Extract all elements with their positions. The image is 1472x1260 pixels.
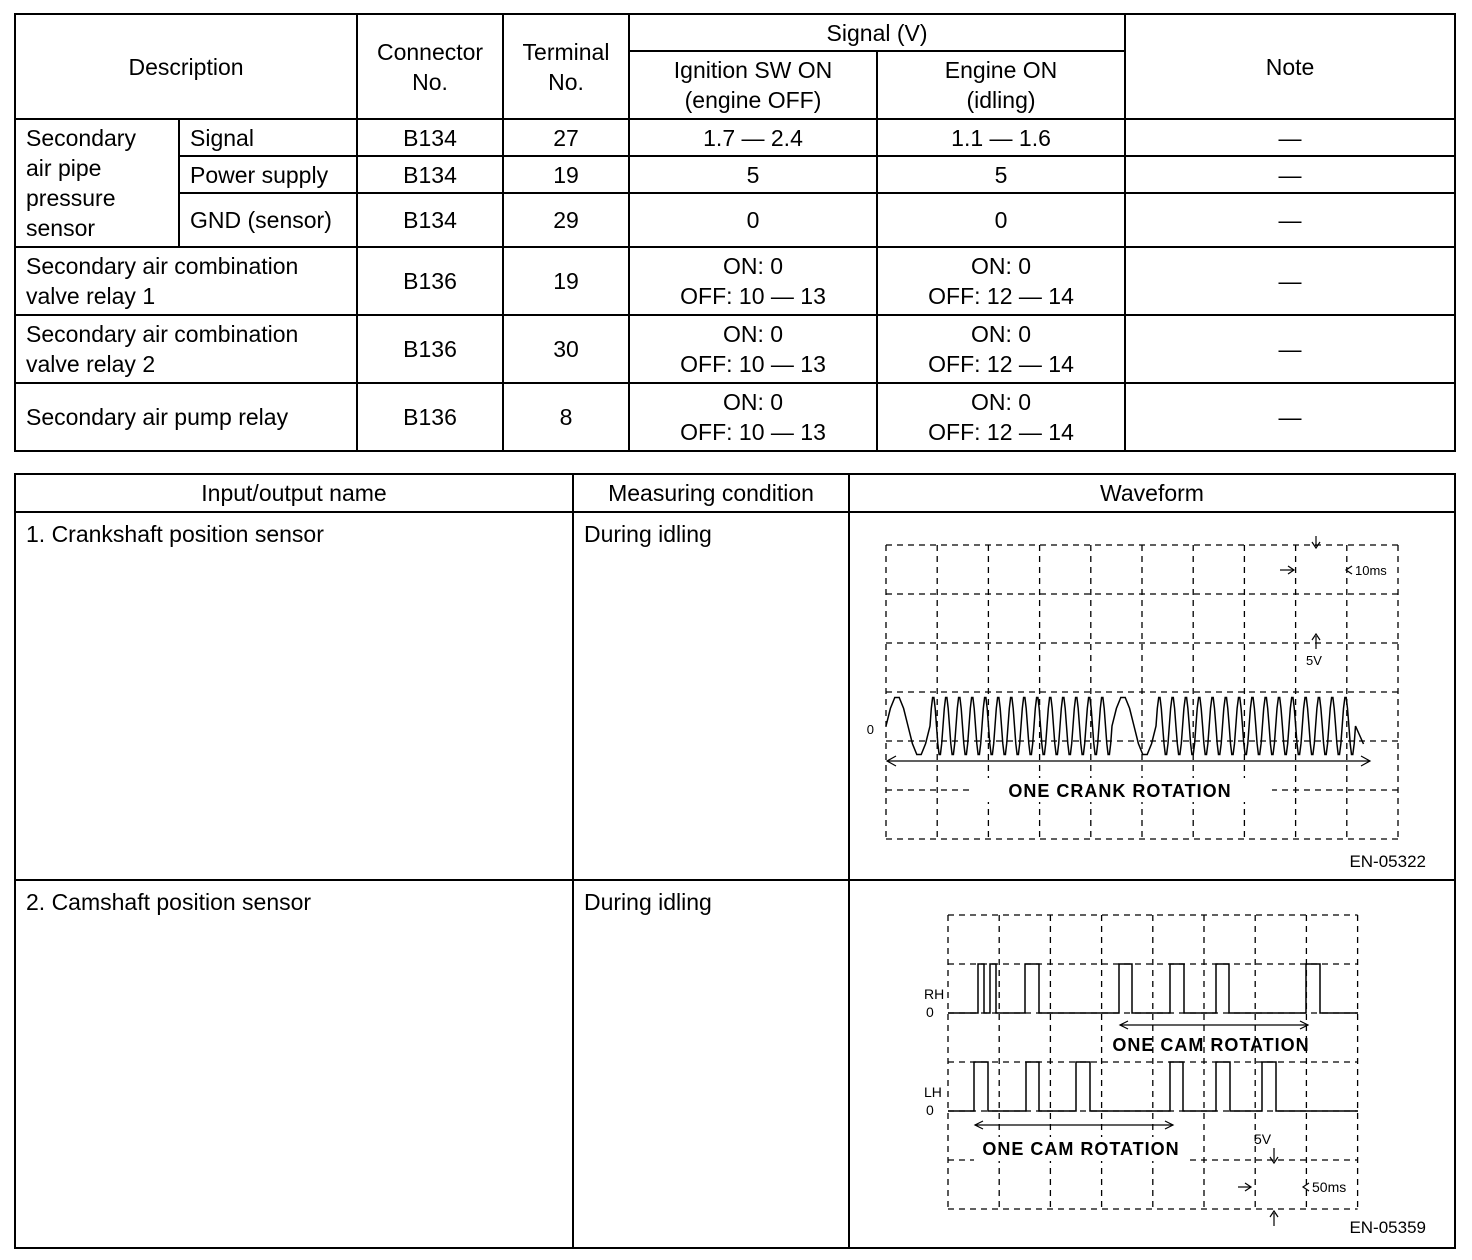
description-cell: Secondary air combination valve relay 1 [15,247,357,315]
crank-signal-trace [886,698,1364,755]
connector-cell: B136 [357,247,503,315]
engine-on-cell: 0 [877,193,1125,247]
engine-on-cell: ON: 0 OFF: 12 — 14 [877,315,1125,383]
figure-code: EN-05359 [1349,1218,1426,1237]
ign-on-cell: ON: 0 OFF: 10 — 13 [629,315,877,383]
cam-grid [948,915,1358,1209]
sub-label: Power supply [179,156,357,193]
header-note: Note [1125,14,1455,119]
note-cell: — [1125,383,1455,451]
rh-zero-label: 0 [926,1004,934,1020]
cam-time-scale: 50ms [1312,1179,1347,1195]
engine-on-cell: ON: 0 OFF: 12 — 14 [877,247,1125,315]
description-cell: Secondary air pump relay [15,383,357,451]
header-signal: Signal (V) [629,14,1125,51]
figure-code: EN-05322 [1349,852,1426,871]
cam-volt-scale: 5V [1254,1131,1272,1147]
io-name-cell: 1. Crankshaft position sensor [15,512,573,880]
connector-cell: B134 [357,119,503,156]
note-cell: — [1125,156,1455,193]
connector-cell: B134 [357,193,503,247]
crank-rotation-caption: ONE CRANK ROTATION [1008,781,1232,801]
terminal-cell: 30 [503,315,629,383]
table-row [15,119,1455,156]
cam-waveform-figure [850,881,1454,1247]
group-label: Secondary air pipe pressure sensor [15,119,179,247]
rh-rotation-caption: ONE CAM ROTATION [1112,1035,1310,1055]
lh-label: LH [924,1084,942,1100]
terminal-cell: 8 [503,383,629,451]
crank-waveform-cell [849,512,1455,880]
table-row [15,156,1455,193]
header-io-name: Input/output name [15,474,573,512]
header-description: Description [15,14,357,119]
table-row [15,880,1455,1248]
note-cell: — [1125,119,1455,156]
crank-time-scale: 10ms [1355,563,1387,578]
terminal-cell: 19 [503,247,629,315]
engine-on-cell: 1.1 — 1.6 [877,119,1125,156]
engine-on-cell: 5 [877,156,1125,193]
header-engine-on: Engine ON (idling) [877,51,1125,119]
table-row [15,383,1455,451]
sub-label: Signal [179,119,357,156]
rh-label: RH [924,986,945,1002]
note-cell: — [1125,315,1455,383]
table-row [15,193,1455,247]
waveform-table [14,473,1456,1249]
header-waveform: Waveform [849,474,1455,512]
lh-zero-label: 0 [926,1102,934,1118]
ign-on-cell: ON: 0 OFF: 10 — 13 [629,247,877,315]
header-ignition-on: Ignition SW ON (engine OFF) [629,51,877,119]
io-name-cell: 2. Camshaft position sensor [15,880,573,1248]
terminal-cell: 29 [503,193,629,247]
engine-on-cell: ON: 0 OFF: 12 — 14 [877,383,1125,451]
description-cell: Secondary air combination valve relay 2 [15,315,357,383]
header-measuring-condition: Measuring condition [573,474,849,512]
terminal-cell: 27 [503,119,629,156]
connector-cell: B134 [357,156,503,193]
note-cell: — [1125,193,1455,247]
table-row [15,315,1455,383]
signal-table [14,13,1456,452]
ign-on-cell: 0 [629,193,877,247]
condition-cell: During idling [573,880,849,1248]
table-row [15,512,1455,880]
header-terminal: Terminal No. [503,14,629,119]
note-cell: — [1125,247,1455,315]
ign-on-cell: ON: 0 OFF: 10 — 13 [629,383,877,451]
crank-waveform-figure [850,513,1454,879]
ign-on-cell: 1.7 — 2.4 [629,119,877,156]
ign-on-cell: 5 [629,156,877,193]
cam-waveform-cell [849,880,1455,1248]
terminal-cell: 19 [503,156,629,193]
table-row [15,247,1455,315]
header-connector: Connector No. [357,14,503,119]
condition-cell: During idling [573,512,849,880]
lh-rotation-caption: ONE CAM ROTATION [982,1139,1180,1159]
connector-cell: B136 [357,315,503,383]
crank-volt-scale: 5V [1306,653,1322,668]
crank-zero-label: 0 [866,722,874,737]
sub-label: GND (sensor) [179,193,357,247]
connector-cell: B136 [357,383,503,451]
